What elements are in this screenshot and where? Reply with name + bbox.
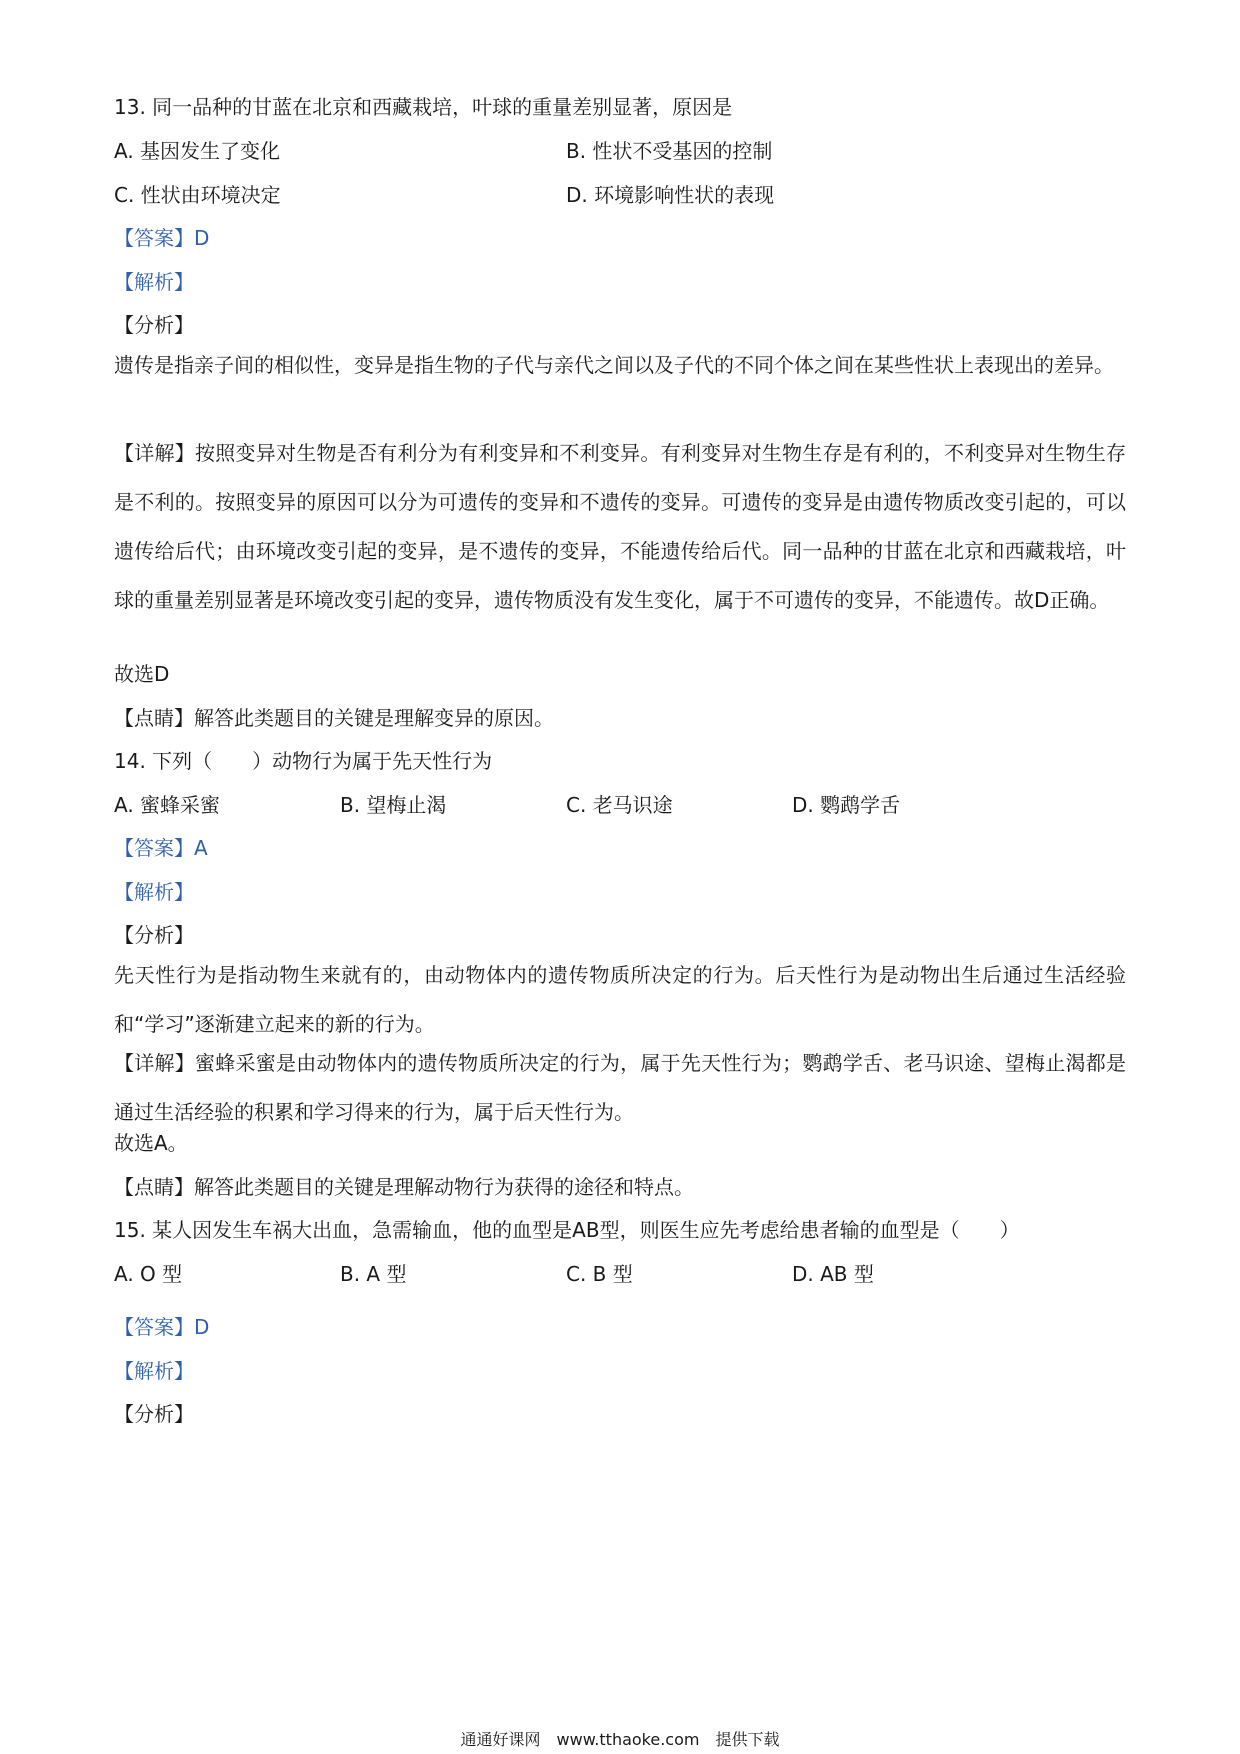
conclusion: 故选D [114,662,170,686]
option-a: A. 蜜蜂采蜜 [114,793,221,817]
option-b: B. 性状不受基因的控制 [566,139,773,163]
jiexi-label: 【解析】 [114,270,194,294]
fenxi-label: 【分析】 [114,313,194,337]
fenxi-label: 【分析】 [114,923,194,947]
question-14: 14. 下列（ ）动物行为属于先天性行为 [114,749,493,773]
option-b: B. 望梅止渴 [340,793,447,817]
answer-label: 【答案】D [114,226,210,250]
question-13: 13. 同一品种的甘蓝在北京和西藏栽培，叶球的重量差别显著，原因是 [114,95,733,119]
option-a: A. O 型 [114,1262,183,1286]
conclusion: 故选A。 [114,1131,188,1155]
dianjing-text: 【点睛】解答此类题目的关键是理解动物行为获得的途径和特点。 [114,1175,694,1199]
fenxi-text: 先天性行为是指动物生来就有的，由动物体内的遗传物质所决定的行为。后天性行为是动物出生后通过生活经验和“学习”逐渐建立起来的新的行为。 [114,963,1126,1036]
option-c: C. 性状由环境决定 [114,183,281,207]
option-c: C. 老马识途 [566,793,673,817]
option-d: D. AB 型 [792,1262,874,1286]
jiexi-label: 【解析】 [114,1359,194,1383]
question-15: 15. 某人因发生车祸大出血，急需输血，他的血型是AB型，则医生应先考虑给患者输的血型是（ ） [114,1218,1020,1242]
fenxi-text: 遗传是指亲子间的相似性，变异是指生物的子代与亲代之间以及子代的不同个体之间在某些性状上表现出的差异。 [114,353,1114,377]
option-d: D. 鹦鹉学舌 [792,793,901,817]
xiangjie-text: 【详解】按照变异对生物是否有利分为有利变异和不利变异。有利变异对生物生存是有利的，不利变异对生物生存是不利的。按照变异的原因可以分为可遗传的变异和不遗传的变异。可遗传的变异是由遗传物质改变引起的，可以遗传给后代；由环境改变引起的变异，是不遗传的变异，不能遗传给后代。同一品种的甘蓝在北京和西藏栽培，叶球的重量差别显著是环境改变引起的变异，遗传物质没有发生变化，属于不可遗传的变异，不能遗传。故D正确。 [114,441,1126,612]
answer-label: 【答案】A [114,836,208,860]
jiexi-label: 【解析】 [114,880,194,904]
answer-label: 【答案】D [114,1315,210,1339]
option-a: A. 基因发生了变化 [114,139,281,163]
option-d: D. 环境影响性状的表现 [566,183,775,207]
option-b: B. A 型 [340,1262,407,1286]
fenxi-label: 【分析】 [114,1402,194,1426]
dianjing-text: 【点睛】解答此类题目的关键是理解变异的原因。 [114,706,554,730]
xiangjie-text: 【详解】蜜蜂采蜜是由动物体内的遗传物质所决定的行为，属于先天性行为；鹦鹉学舌、老马识途、望梅止渴都是通过生活经验的积累和学习得来的行为，属于后天性行为。 [114,1051,1126,1124]
page-footer: 通通好课网 www.tthaoke.com 提供下载 [460,1730,780,1749]
option-c: C. B 型 [566,1262,633,1286]
